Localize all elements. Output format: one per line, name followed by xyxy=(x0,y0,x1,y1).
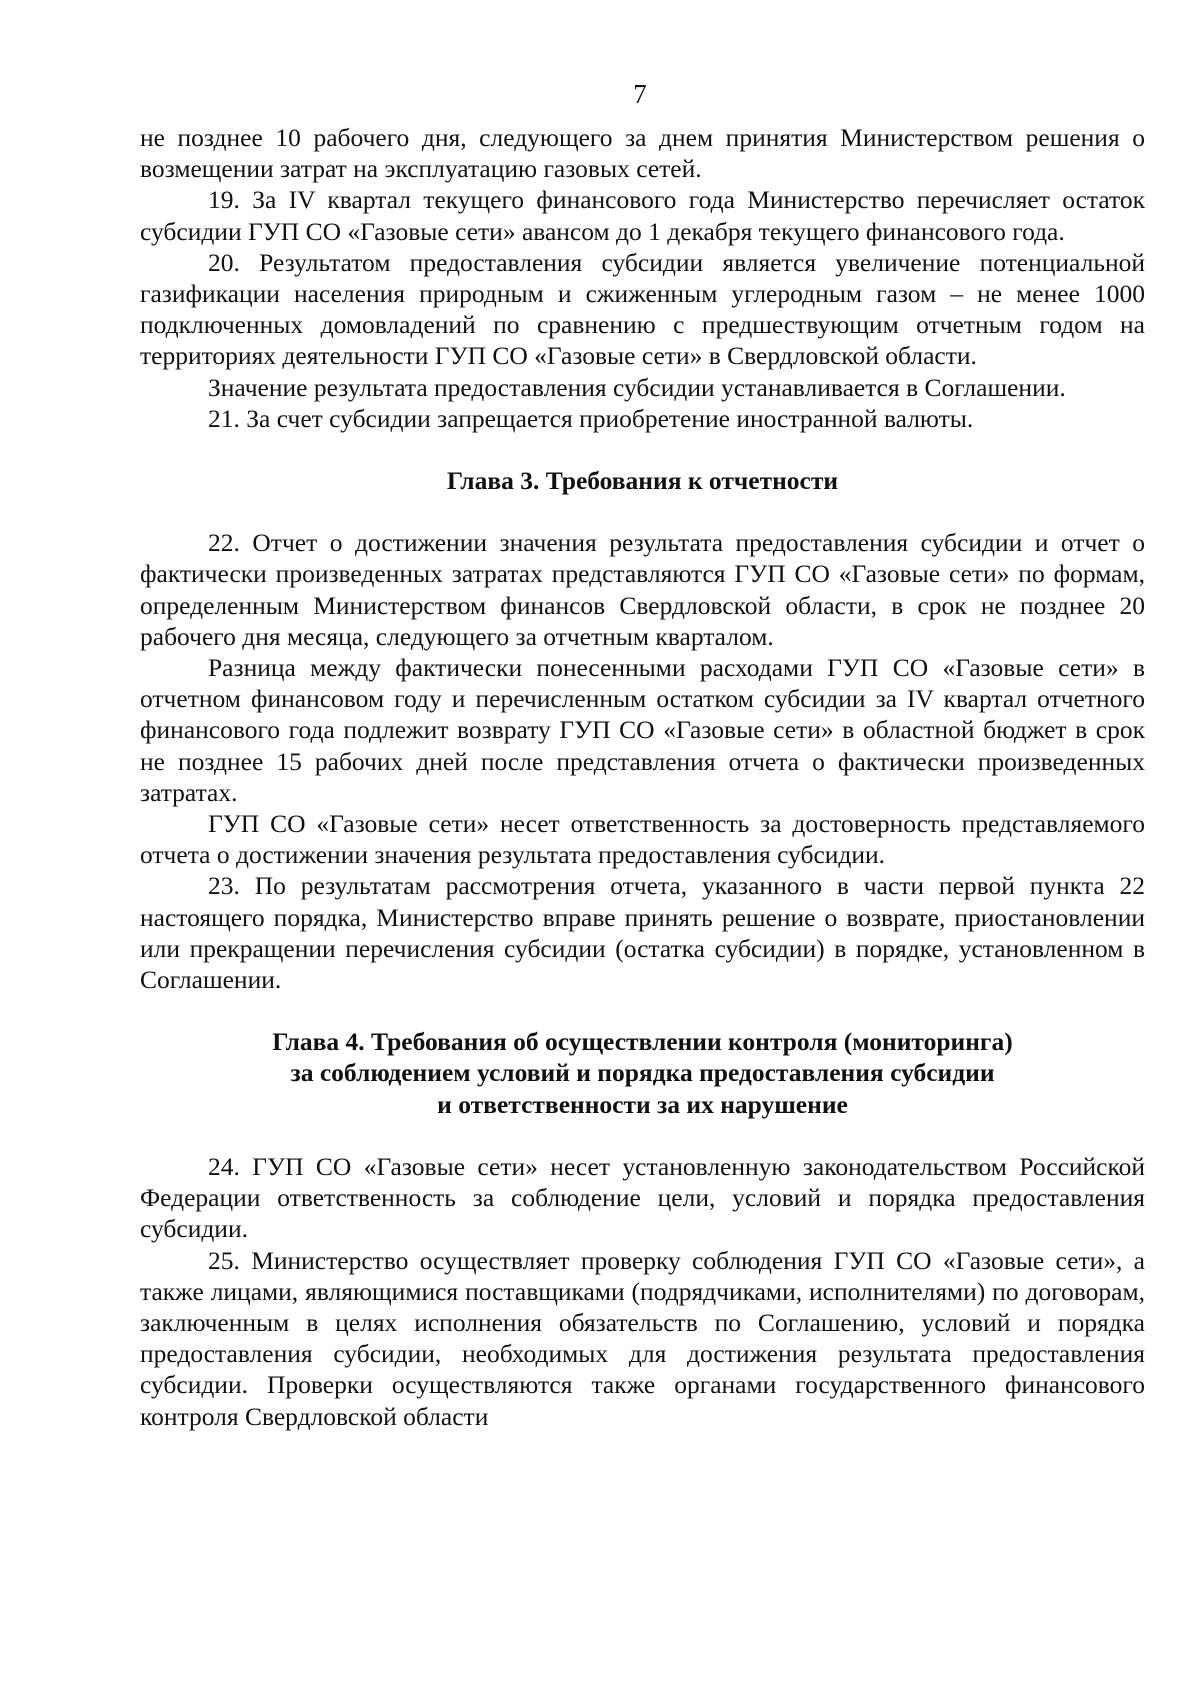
chapter-4-title xyxy=(140,1026,1145,1120)
paragraph-21: 21. За счет субсидии запрещается приобретение иностранной валюты. xyxy=(208,403,974,433)
paragraph-23: 23. По результатам рассмотрения отчета, указанного в части первой пункта 22 настоящего порядка, Министерство вправе принять решение о возврате, приостановлении или прекращении перечисления субсидии (остатка субсидии) в порядке, установленном в Соглашении. xyxy=(140,871,1145,995)
chapter-4-title-line-3: и ответственности за их нарушение xyxy=(437,1089,848,1119)
chapter-4-title-line-1: Глава 4. Требования об осуществлении контроля (мониторинга) xyxy=(272,1027,1013,1057)
paragraph-24: 24. ГУП СО «Газовые сети» несет установленную законодательством Российской Федерации ответственность за соблюдение цели, условий и порядка предоставления субсидии. xyxy=(140,1151,1145,1244)
paragraph-continuation: не позднее 10 рабочего дня, следующего за днем принятия Министерством решения о возмещении затрат на эксплуатацию газовых сетей. xyxy=(140,123,1145,184)
chapter-3-title: Глава 3. Требования к отчетности xyxy=(446,466,839,496)
paragraph-20-value: Значение результата предоставления субсидии устанавливается в Соглашении. xyxy=(208,372,1066,402)
paragraph-22-responsibility: ГУП СО «Газовые сети» несет ответственность за достоверность представляемого отчета о достижении значения результата предоставления субсидии. xyxy=(140,809,1145,870)
document-body xyxy=(140,122,1145,1432)
paragraph-22: 22. Отчет о достижении значения результата предоставления субсидии и отчет о фактически произведенных затратах представляются ГУП СО «Газовые сети» по формам, определенным Министерством финансов Свердловской области, в срок не позднее 20 рабочего дня месяца, следующего за отчетным кварталом. xyxy=(140,528,1145,651)
chapter-4-title-line-2: за соблюдением условий и порядка предоставления субсидии xyxy=(290,1058,995,1088)
paragraph-20: 20. Результатом предоставления субсидии является увеличение потенциальной газификации населения природным и сжиженным углеродным газом – не менее 1000 подключенных домовладений по сравнению с предшествующим отчетным годом на территориях деятельности ГУП СО «Газовые сети» в Свердловской области. xyxy=(140,247,1145,371)
paragraph-22-difference: Разница между фактически понесенными расходами ГУП СО «Газовые сети» в отчетном финансовом году и перечисленным остатком субсидии за IV квартал отчетного финансового года подлежит возврату ГУП СО «Газовые сети» в областной бюджет в срок не позднее 15 рабочих дней после представления отчета о фактически произведенных затратах. xyxy=(140,653,1145,807)
paragraph-25: 25. Министерство осуществляет проверку соблюдения ГУП СО «Газовые сети», а также лицами, являющимися поставщиками (подрядчиками, исполнителями) по договорам, заключенным в целях исполнения обязательств по Соглашению, условий и порядка предоставления субсидии, необходимых для достижения результата предоставления субсидии. Проверки осуществляются также органами государственного финансового контроля Свердловской области xyxy=(140,1245,1145,1431)
paragraph-19: 19. За IV квартал текущего финансового года Министерство перечисляет остаток субсидии ГУП СО «Газовые сети» авансом до 1 декабря текущего финансового года. xyxy=(140,185,1145,246)
page-number: 7 xyxy=(633,79,647,109)
